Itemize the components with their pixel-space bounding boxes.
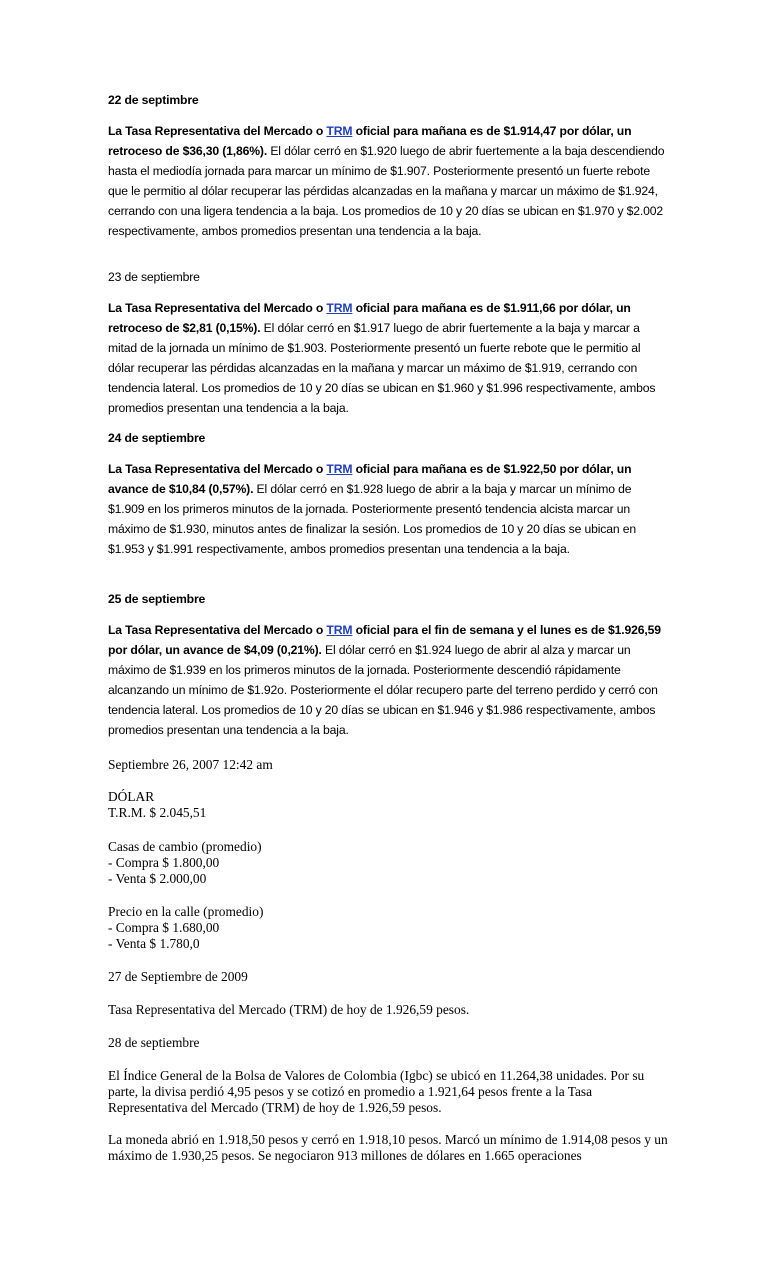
sep28-p1: [108, 1068, 668, 1116]
section-22-sep-body: [108, 121, 668, 241]
sep28-date: [108, 1035, 668, 1051]
sep27-paragraph: Tasa Representativa del Mercado (TRM) de hoy de 1.926,59 pesos.: [108, 1002, 470, 1017]
lead-text: La Tasa Representativa del Mercado o: [108, 462, 327, 476]
section-date: 25 de septiembre: [108, 592, 206, 606]
calle-title: Precio en la calle (promedio): [108, 904, 264, 919]
trm-link[interactable]: TRM: [326, 124, 353, 138]
trm-value: T.R.M. $ 2.045,51: [108, 805, 207, 820]
section-date: 24 de septiembre: [108, 431, 206, 445]
section-22-sep: [108, 90, 668, 110]
trm-link[interactable]: TRM: [326, 623, 353, 637]
section-paragraph: [108, 298, 668, 418]
section-24-sep-body: [108, 459, 668, 559]
dolar-title: DÓLAR: [108, 789, 155, 804]
body-text: El dólar cerró en $1.917 luego de abrir fuertemente a la baja y marcar a mitad de la jornada un mínimo de $1.903. Posteriormente presentó un fuerte rebote que le permitio al dólar recuperar las pérdidas alcanzadas en la mañana y marcar un máximo de $1.919, cerrando con tendencia lateral. Los promedios de 10 y 20 días se ubican en $1.960 y $1.996 respectivamente, ambos promedios presentan una tendencia a la baja.: [108, 321, 656, 415]
lead-text-rest: oficial para mañana es de $1.922,50 por dólar, un avance de $10,84 (0,57%).: [108, 462, 632, 496]
lead-text-rest: oficial para mañana es de $1.914,47 por dólar, un retroceso de $36,30 (1,86%).: [108, 124, 632, 158]
section-paragraph: [108, 121, 668, 241]
report-timestamp: [108, 757, 668, 773]
section-25-sep: [108, 589, 668, 609]
calle-compra: - Compra $ 1.680,00: [108, 920, 220, 935]
casas-title: Casas de cambio (promedio): [108, 839, 262, 854]
timestamp-text: Septiembre 26, 2007 12:42 am: [108, 757, 273, 772]
casas-block: [108, 839, 668, 887]
section-23-sep: [108, 267, 668, 287]
body-text: El dólar cerró en $1.920 luego de abrir fuertemente a la baja descendiendo hasta el mediodía jornada para marcar un mínimo de $1.907. Posteriormente presentó un fuerte rebote que le permitio al dólar recuperar las pérdidas alcanzadas en la mañana y marcar un máximo de $1.924, cerrando con una ligera tendencia a la baja. Los promedios de 10 y 20 días se ubican en $1.970 y $2.002 respectivamente, ambos promedios presentan una tendencia a la baja.: [108, 144, 665, 238]
section-23-sep-body: [108, 298, 668, 418]
sep28-p2: [108, 1132, 668, 1164]
sep28-paragraph-1: El Índice General de la Bolsa de Valores de Colombia (Igbc) se ubicó en 11.264,38 unidades. Por su parte, la divisa perdió 4,95 pesos y se cotizó en promedio a 1.921,64 pesos frente a la Tasa Representativa del Mercado (TRM) de hoy de 1.926,59 pesos.: [108, 1068, 645, 1115]
body-text: El dólar cerró en $1.924 luego de abrir al alza y marcar un máximo de $1.939 en los primeros minutos de la jornada. Posteriormente descendió rápidamente alcanzando un mínimo de $1.92o. Posteriormente el dólar recupero parte del terreno perdido y cerró con tendencia lateral. Los promedios de 10 y 20 días se ubican en $1.946 y $1.986 respectivamente, ambos promedios presentan una tendencia a la baja.: [108, 643, 658, 737]
casas-venta: - Venta $ 2.000,00: [108, 871, 207, 886]
section-24-sep: [108, 428, 668, 448]
sep27-text: [108, 1002, 668, 1018]
sep28-paragraph-2: La moneda abrió en 1.918,50 pesos y cerró en 1.918,10 pesos. Marcó un mínimo de 1.914,08 pesos y un máximo de 1.930,25 pesos. Se negociaron 913 millones de dólares en 1.665 operaciones: [108, 1132, 668, 1163]
casas-compra: - Compra $ 1.800,00: [108, 855, 220, 870]
lead-text-rest: oficial para el fin de semana y el lunes es de $1.926,59 por dólar, un avance de $4,09 (0,21%).: [108, 623, 661, 657]
section-date: 22 de septimbre: [108, 93, 199, 107]
sep27-date: [108, 969, 668, 985]
body-text: El dólar cerró en $1.928 luego de abrir a la baja y marcar un mínimo de $1.909 en los primeros minutos de la jornada. Posteriormente presentó tendencia alcista marcar un máximo de $1.930, minutos antes de finalizar la sesión. Los promedios de 10 y 20 días se ubican en $1.953 y $1.991 respectivamente, ambos promedios presentan una tendencia a la baja.: [108, 482, 636, 556]
lead-text: La Tasa Representativa del Mercado o: [108, 124, 327, 138]
section-paragraph: [108, 459, 668, 559]
section-25-sep-body: [108, 620, 668, 740]
dolar-block: [108, 789, 668, 821]
trm-link[interactable]: TRM: [326, 301, 353, 315]
calle-block: [108, 904, 668, 952]
lead-text-rest: oficial para mañana es de $1.911,66 por dólar, un retroceso de $2,81 (0,15%).: [108, 301, 631, 335]
lead-text: La Tasa Representativa del Mercado o: [108, 623, 327, 637]
lead-text: La Tasa Representativa del Mercado o: [108, 301, 327, 315]
sep27-date-text: 27 de Septiembre de 2009: [108, 969, 248, 984]
trm-link[interactable]: TRM: [326, 462, 353, 476]
section-paragraph: [108, 620, 668, 740]
section-date: 23 de septiembre: [108, 270, 200, 284]
sep28-date-text: 28 de septiembre: [108, 1035, 200, 1050]
calle-venta: - Venta $ 1.780,0: [108, 936, 200, 951]
